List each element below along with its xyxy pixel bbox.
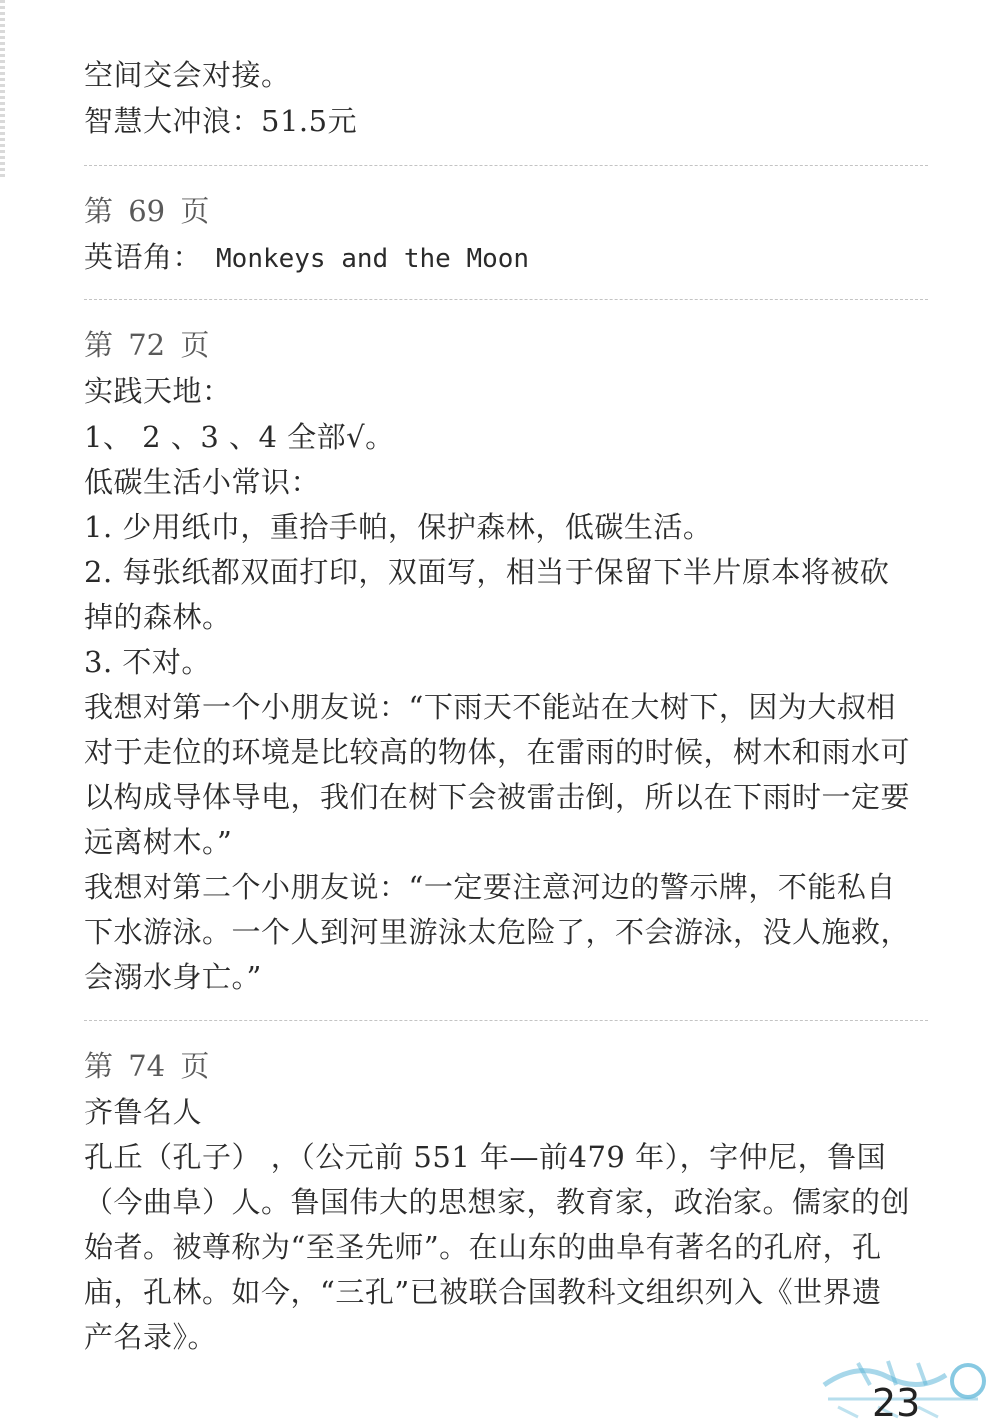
text-line: 始者。被尊称为“至圣先师”。在山东的曲阜有著名的孔府，孔 (84, 1230, 882, 1264)
section-heading-72: 第 72 页 (84, 328, 210, 362)
text-line: 齐鲁名人 (84, 1095, 203, 1129)
text-line: 以构成导体导电，我们在树下会被雷击倒，所以在下雨时一定要 (84, 780, 911, 814)
text-line: 智慧大冲浪：51.5元 (84, 104, 358, 138)
section-divider (84, 1020, 928, 1021)
text-line: 低碳生活小常识： (84, 465, 321, 499)
text-line: 对于走位的环境是比较高的物体，在雷雨的时候，树木和雨水可 (84, 735, 911, 769)
section-divider (84, 165, 928, 166)
text-line: （今曲阜）人。鲁国伟大的思想家，教育家，政治家。儒家的创 (84, 1185, 911, 1219)
text-line: 下水游泳。一个人到河里游泳太危险了，不会游泳，没人施救， (84, 915, 911, 949)
english-corner-line (84, 240, 529, 276)
english-corner-title: Monkeys and the Moon (216, 244, 530, 274)
text-line: 空间交会对接。 (84, 58, 291, 92)
text-line: 1、 2 、3 、4 全部√。 (84, 420, 395, 454)
text-line: 会溺水身亡。” (84, 960, 262, 994)
text-line: 远离树木。” (84, 825, 233, 859)
text-line: 孔丘（孔子） ，（公元前 551 年—前479 年），字仲尼，鲁国 (84, 1140, 887, 1174)
english-corner-label: 英语角： (84, 240, 203, 274)
section-heading-69: 第 69 页 (84, 194, 210, 228)
text-line: 我想对第二个小朋友说：“一定要注意河边的警示牌，不能私自 (84, 870, 896, 904)
page-number: 23 (872, 1381, 921, 1425)
text-line: 我想对第一个小朋友说：“下雨天不能站在大树下，因为大叔相 (84, 690, 896, 724)
text-line: 2. 每张纸都双面打印，双面写，相当于保留下半片原本将被砍 (84, 555, 890, 589)
text-line: 产名录》。 (84, 1320, 218, 1354)
text-line: 实践天地： (84, 374, 232, 408)
section-divider (84, 299, 928, 300)
text-line: 3. 不对。 (84, 645, 211, 679)
text-line: 掉的森林。 (84, 600, 232, 634)
page-edge-decoration (0, 0, 5, 180)
text-line: 1. 少用纸巾，重拾手帕，保护森林，低碳生活。 (84, 510, 713, 544)
section-heading-74: 第 74 页 (84, 1049, 210, 1083)
text-line: 庙，孔林。如今，“三孔”已被联合国教科文组织列入《世界遗 (84, 1275, 882, 1309)
